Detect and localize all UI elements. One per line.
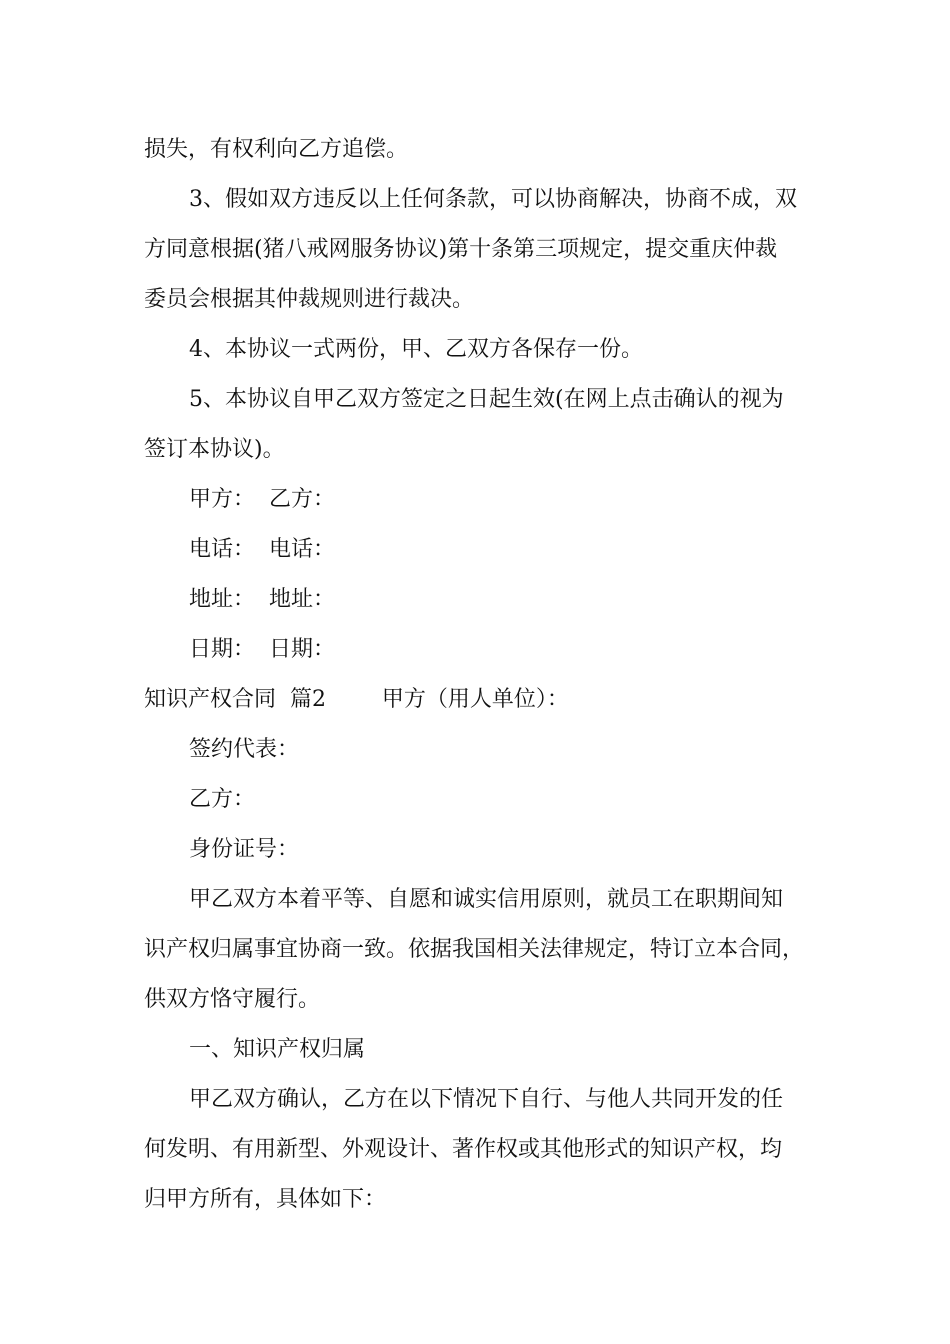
- signature-line-party: 甲方： 乙方：: [189, 487, 335, 512]
- text-line: 3、假如双方违反以上任何条款，可以协商解决，协商不成，双: [189, 187, 797, 212]
- text-line: 5、本协议自甲乙双方签定之日起生效(在网上点击确认的视为: [189, 387, 784, 412]
- text-line: 乙方：: [189, 787, 256, 812]
- text-line: 身份证号：: [189, 837, 300, 862]
- clause-heading: 一、知识产权归属: [189, 1037, 366, 1062]
- text-line: 损失，有权利向乙方追偿。: [144, 137, 409, 162]
- text-line: 4、本协议一式两份，甲、乙双方各保存一份。: [189, 337, 643, 362]
- signature-line-date: 日期： 日期：: [189, 637, 335, 662]
- text-line: 何发明、有用新型、外观设计、著作权或其他形式的知识产权，均: [144, 1137, 783, 1162]
- text-line: 方同意根据(猪八戒网服务协议)第十条第三项规定，提交重庆仲裁: [144, 237, 778, 262]
- section-heading: 知识产权合同 篇2 甲方（用人单位）：: [144, 687, 569, 712]
- text-line: 甲乙双方本着平等、自愿和诚实信用原则，就员工在职期间知: [189, 887, 784, 912]
- signature-line-address: 地址： 地址：: [189, 587, 335, 612]
- signature-line-phone: 电话： 电话：: [189, 537, 335, 562]
- text-line: 供双方恪守履行。: [144, 987, 321, 1012]
- text-line: 识产权归属事宜协商一致。依据我国相关法律规定，特订立本合同，: [144, 937, 805, 962]
- text-line: 归甲方所有，具体如下：: [144, 1187, 387, 1212]
- text-line: 甲乙双方确认，乙方在以下情况下自行、与他人共同开发的任: [189, 1087, 784, 1112]
- text-line: 签约代表：: [189, 737, 300, 762]
- text-line: 委员会根据其仲裁规则进行裁决。: [144, 287, 475, 312]
- text-line: 签订本协议)。: [144, 437, 285, 462]
